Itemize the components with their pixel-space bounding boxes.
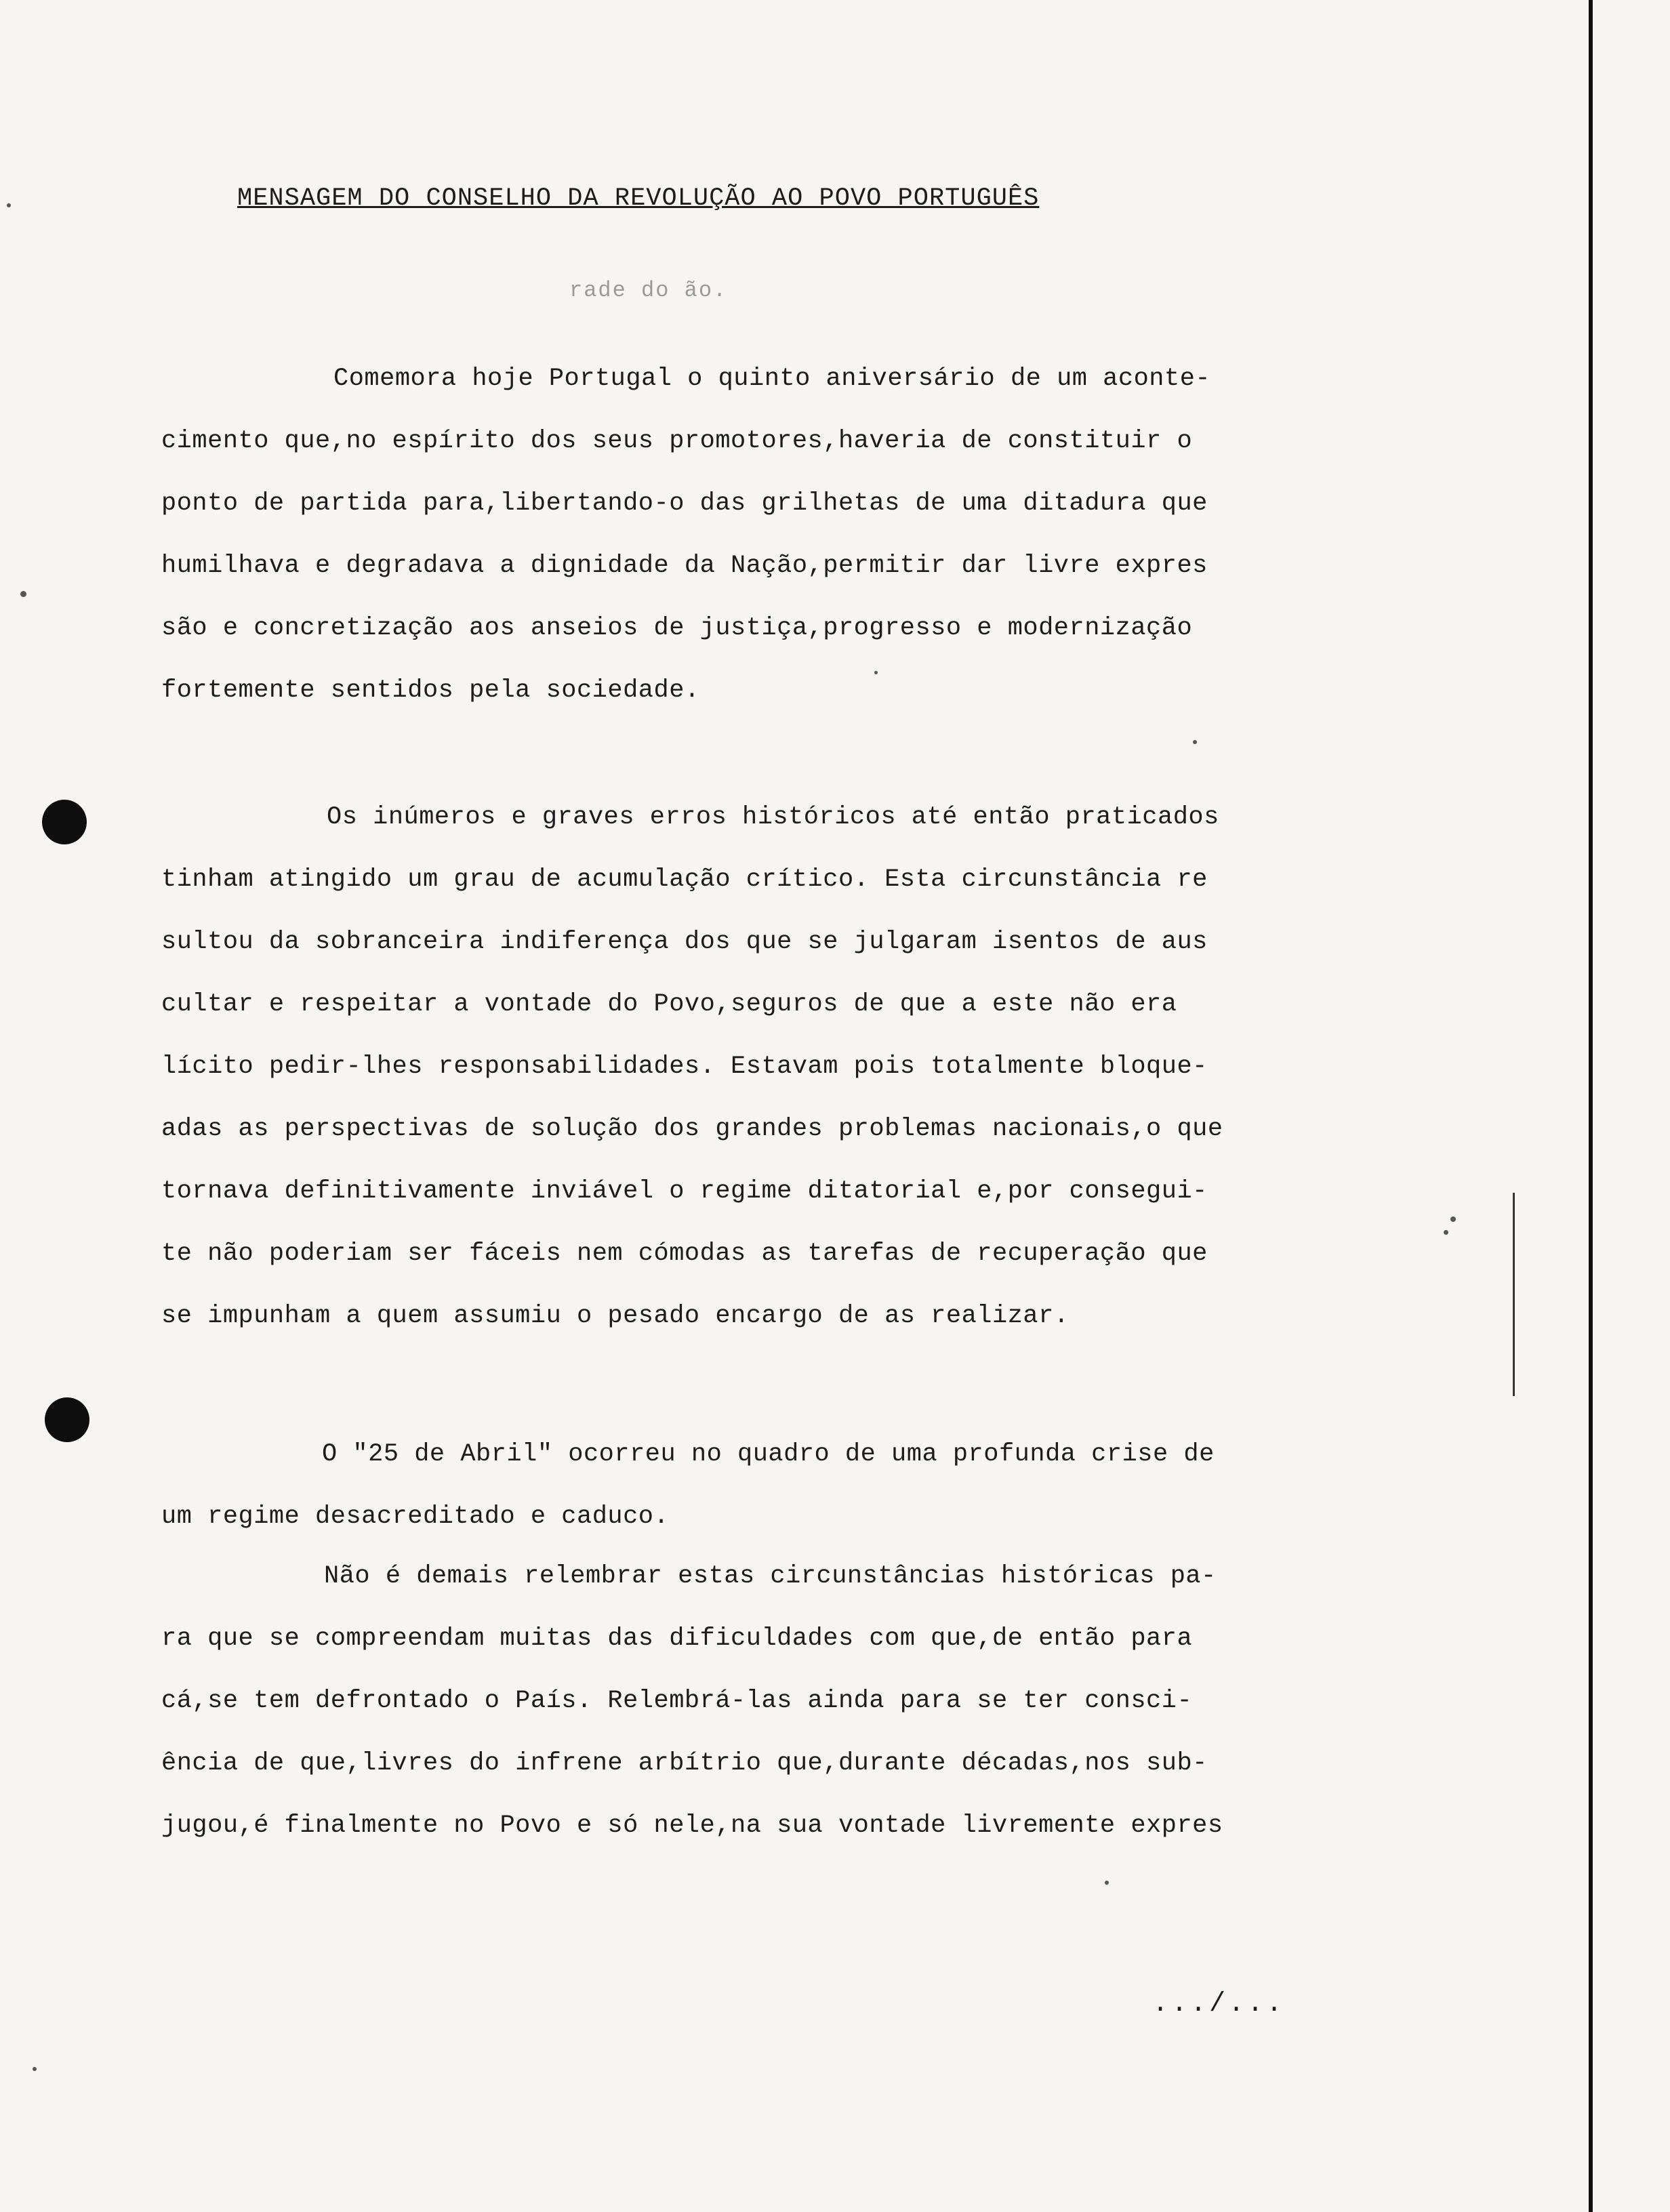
text-line: são e concretização aos anseios de justiça,progresso e modernização	[161, 614, 1193, 642]
text-line: humilhava e degradava a dignidade da Nação,permitir dar livre expres	[161, 552, 1208, 580]
text-line: ra que se compreendam muitas das dificuldades com que,de então para	[161, 1624, 1193, 1653]
text-line: ponto de partida para,libertando-o das grilhetas de uma ditadura que	[161, 489, 1208, 518]
text-line: cimento que,no espírito dos seus promotores,haveria de constituir o	[161, 427, 1193, 455]
speck	[33, 2067, 37, 2071]
text-line: O "25 de Abril" ocorreu no quadro de uma profunda crise de	[322, 1440, 1215, 1469]
scan-edge-mark	[1513, 1193, 1515, 1396]
speck	[1105, 1881, 1109, 1885]
text-line: jugou,é finalmente no Povo e só nele,na sua vontade livremente expres	[161, 1811, 1223, 1840]
continuation-marker: .../...	[1152, 1989, 1286, 2020]
document-title: MENSAGEM DO CONSELHO DA REVOLUÇÃO AO POVO PORTUGUÊS	[237, 184, 1040, 213]
text-line: um regime desacreditado e caduco.	[161, 1502, 670, 1531]
punch-hole	[42, 800, 87, 844]
text-line: adas as perspectivas de solução dos grandes problemas nacionais,o que	[161, 1115, 1223, 1143]
speck	[1450, 1216, 1456, 1222]
text-line: Comemora hoje Portugal o quinto aniversário de um aconte-	[333, 365, 1211, 393]
text-line: lícito pedir-lhes responsabilidades. Estavam pois totalmente bloque-	[161, 1052, 1208, 1081]
punch-hole	[45, 1397, 89, 1442]
faint-subtitle: rade do ão.	[569, 278, 728, 303]
text-line: Os inúmeros e graves erros históricos até então praticados	[327, 803, 1219, 832]
text-line: fortemente sentidos pela sociedade.	[161, 676, 700, 705]
text-line: se impunham a quem assumiu o pesado encargo de as realizar.	[161, 1302, 1070, 1330]
scan-edge-line	[1589, 0, 1593, 2212]
text-line: cá,se tem defrontado o País. Relembrá-las ainda para se ter consci-	[161, 1687, 1193, 1715]
text-line: Não é demais relembrar estas circunstâncias históricas pa-	[324, 1562, 1217, 1591]
text-line: tornava definitivamente inviável o regime ditatorial e,por consegui-	[161, 1177, 1208, 1206]
speck	[1444, 1230, 1448, 1235]
speck	[20, 591, 26, 597]
text-line: te não poderiam ser fáceis nem cómodas as tarefas de recuperação que	[161, 1240, 1208, 1268]
text-line: sultou da sobranceira indiferença dos que se julgaram isentos de aus	[161, 928, 1208, 956]
text-line: cultar e respeitar a vontade do Povo,seguros de que a este não era	[161, 990, 1177, 1019]
text-line: tinham atingido um grau de acumulação crítico. Esta circunstância re	[161, 865, 1208, 894]
speck	[7, 203, 11, 207]
speck	[874, 671, 878, 674]
text-line: ência de que,livres do infrene arbítrio que,durante décadas,nos sub-	[161, 1749, 1208, 1778]
speck	[1193, 740, 1197, 744]
